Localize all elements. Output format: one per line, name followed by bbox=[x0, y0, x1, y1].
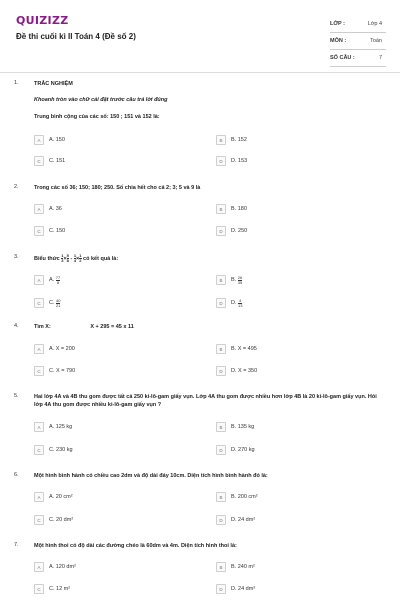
option-c[interactable] bbox=[34, 515, 73, 525]
option-letter-box: C bbox=[34, 156, 44, 166]
option-letter-box: A bbox=[34, 492, 44, 502]
option-letter-box: A bbox=[34, 422, 44, 432]
expression-operator: × bbox=[63, 255, 67, 262]
meta-row-subject bbox=[330, 33, 386, 50]
meta-label: MÔN : bbox=[330, 38, 347, 44]
option-a[interactable] bbox=[34, 562, 76, 572]
option-text: D. bbox=[231, 300, 237, 306]
option-text: B. X = 495 bbox=[231, 346, 257, 352]
option-fraction: $\frac{4}{13}$ bbox=[238, 297, 243, 308]
option-text: B. 240 m² bbox=[231, 564, 255, 570]
option-fraction: $\frac{40}{21}$ bbox=[56, 297, 61, 308]
option-text: A. 150 bbox=[49, 137, 65, 143]
option-letter-box: A bbox=[34, 275, 44, 285]
option-b[interactable] bbox=[216, 344, 257, 354]
question-text: Một hình thoi có độ dài các đường chéo là 60dm và 4m. Diện tích hình thoi là: bbox=[34, 543, 237, 549]
option-d[interactable] bbox=[216, 445, 255, 455]
option-text: D. 24 dm² bbox=[231, 517, 256, 523]
option-text: D. X = 350 bbox=[231, 368, 258, 374]
question-text bbox=[34, 254, 384, 263]
option-letter-box: C bbox=[34, 515, 44, 525]
meta-value: Lớp 4 bbox=[367, 21, 382, 27]
option-letter-box: D bbox=[216, 298, 226, 308]
option-text: C. 151 bbox=[49, 158, 66, 164]
quizizz-logo: QUIZIZZ bbox=[16, 14, 69, 27]
question-text-after: có kết quả là: bbox=[83, 255, 119, 262]
question-text: TRẮC NGHIỆM bbox=[34, 81, 73, 87]
option-a[interactable] bbox=[34, 492, 73, 502]
option-d[interactable] bbox=[216, 298, 242, 308]
option-text: C. 12 m² bbox=[49, 586, 71, 592]
option-letter-box: D bbox=[216, 366, 226, 376]
question-text bbox=[34, 323, 384, 331]
option-letter-box: D bbox=[216, 156, 226, 166]
meta-box bbox=[330, 16, 386, 67]
meta-value: Toán bbox=[370, 38, 382, 44]
option-c[interactable] bbox=[34, 226, 65, 236]
option-letter-box: D bbox=[216, 445, 226, 455]
meta-label: LỚP : bbox=[330, 21, 345, 27]
option-text: B. bbox=[231, 277, 237, 283]
option-b[interactable] bbox=[216, 562, 255, 572]
option-letter-box: B bbox=[216, 492, 226, 502]
option-a[interactable] bbox=[34, 204, 62, 214]
option-letter-box: D bbox=[216, 584, 226, 594]
option-text: A. 20 cm² bbox=[49, 494, 73, 500]
option-text: D. 250 bbox=[231, 228, 248, 234]
option-c[interactable] bbox=[34, 584, 70, 594]
option-text: B. 152 bbox=[231, 137, 247, 143]
option-a[interactable] bbox=[34, 135, 65, 145]
option-fraction: $\frac{26}{35}$ bbox=[237, 274, 243, 285]
option-a[interactable] bbox=[34, 422, 72, 432]
option-text: C. X = 790 bbox=[49, 368, 76, 374]
expression-fraction: $\frac{1}{3}$ bbox=[61, 253, 64, 263]
option-text: A. bbox=[49, 277, 55, 283]
option-letter-box: B bbox=[216, 135, 226, 145]
option-text: D. 270 kg bbox=[231, 447, 255, 453]
option-letter-box: A bbox=[34, 204, 44, 214]
option-letter-box: D bbox=[216, 515, 226, 525]
option-d[interactable] bbox=[216, 515, 255, 525]
option-letter-box: B bbox=[216, 422, 226, 432]
meta-row-count bbox=[330, 50, 386, 67]
question-text: Một hình bình hành có chiều cao 2dm và độ dài đáy 10cm. Diện tích hình bình hành đó là: bbox=[34, 473, 268, 479]
option-c[interactable] bbox=[34, 298, 60, 308]
option-letter-box: B bbox=[216, 204, 226, 214]
header-divider bbox=[0, 72, 400, 73]
option-letter-box: D bbox=[216, 226, 226, 236]
question-text-before: Biểu thức bbox=[34, 255, 60, 262]
option-text: C. 20 dm² bbox=[49, 517, 74, 523]
option-letter-box: C bbox=[34, 366, 44, 376]
option-b[interactable] bbox=[216, 204, 247, 214]
option-c[interactable] bbox=[34, 366, 75, 376]
expression-operator: - bbox=[70, 255, 73, 262]
option-b[interactable] bbox=[216, 275, 242, 285]
option-letter-box: A bbox=[34, 344, 44, 354]
option-text: D. 24 dm² bbox=[231, 586, 256, 592]
option-c[interactable] bbox=[34, 156, 65, 166]
option-a[interactable] bbox=[34, 344, 75, 354]
question-number: 2. bbox=[14, 184, 19, 190]
option-text: C. 230 kg bbox=[49, 447, 73, 453]
option-c[interactable] bbox=[34, 445, 73, 455]
option-text: A. X = 200 bbox=[49, 346, 75, 352]
option-text: C. 150 bbox=[49, 228, 66, 234]
option-d[interactable] bbox=[216, 366, 257, 376]
option-letter-box: A bbox=[34, 135, 44, 145]
option-text: A. 36 bbox=[49, 206, 62, 212]
option-text: B. 200 cm² bbox=[231, 494, 258, 500]
question-number: 4. bbox=[14, 323, 19, 329]
question-text: Hai lớp 4A và 4B thu gom được tất cả 250 ki-lô-gam giấy vụn. Lớp 4A thu gom được nhiều hơn lớp 4B là 20 ki-lô-gam giấy vụn. Hỏi lớp 4A thu gom được nhiều ki-lô-gam giấy vụn ? bbox=[34, 394, 377, 408]
option-a[interactable] bbox=[34, 275, 60, 285]
question-number: 5. bbox=[14, 393, 19, 399]
question-text: Trong các số 36; 150; 180; 250. Số chia hết cho cả 2; 3; 5 và 9 là bbox=[34, 185, 201, 191]
option-text: A. 120 dm² bbox=[49, 564, 76, 570]
option-d[interactable] bbox=[216, 156, 247, 166]
option-letter-box: B bbox=[216, 275, 226, 285]
meta-row-class bbox=[330, 16, 386, 33]
option-text: A. 125 kg bbox=[49, 424, 73, 430]
option-d[interactable] bbox=[216, 226, 247, 236]
option-letter-box: C bbox=[34, 226, 44, 236]
option-letter-box: C bbox=[34, 584, 44, 594]
option-d[interactable] bbox=[216, 584, 255, 594]
option-text: B. 180 bbox=[231, 206, 247, 212]
option-letter-box: B bbox=[216, 562, 226, 572]
question-instruction: Khoanh tròn vào chữ cái đặt trước câu trả lời đúng bbox=[34, 97, 168, 103]
question-number: 3. bbox=[14, 254, 19, 260]
option-text: B. 135 kg bbox=[231, 424, 255, 430]
option-text: D. 153 bbox=[231, 158, 248, 164]
option-letter-box: A bbox=[34, 562, 44, 572]
option-fraction: $\frac{77}{8}$ bbox=[55, 274, 61, 285]
expression-fraction: $\frac{1}{2}$ bbox=[79, 253, 82, 263]
option-letter-box: C bbox=[34, 298, 44, 308]
meta-value: 7 bbox=[378, 55, 382, 61]
option-b[interactable] bbox=[216, 135, 247, 145]
document-title: Đề thi cuối kì II Toán 4 (Đề số 2) bbox=[16, 32, 136, 41]
option-letter-box: C bbox=[34, 445, 44, 455]
option-letter-box: B bbox=[216, 344, 226, 354]
question-expression: X + 295 = 45 x 11 bbox=[90, 324, 134, 330]
expression-fraction: $\frac{1}{4}$ bbox=[73, 253, 77, 263]
meta-label: SỐ CÂU : bbox=[330, 55, 355, 61]
option-b[interactable] bbox=[216, 422, 254, 432]
question-prompt: Trung bình cộng của các số: 150 ; 151 và 152 là: bbox=[34, 114, 160, 120]
question-number: 7. bbox=[14, 542, 19, 548]
expression-fraction: $\frac{5}{8}$ bbox=[66, 253, 69, 263]
option-text: C. bbox=[49, 300, 55, 306]
expression-operator: × bbox=[76, 255, 80, 262]
question-label: Tìm X: bbox=[34, 324, 51, 330]
question-number: 1. bbox=[14, 80, 19, 86]
option-b[interactable] bbox=[216, 492, 258, 502]
question-number: 6. bbox=[14, 472, 19, 478]
